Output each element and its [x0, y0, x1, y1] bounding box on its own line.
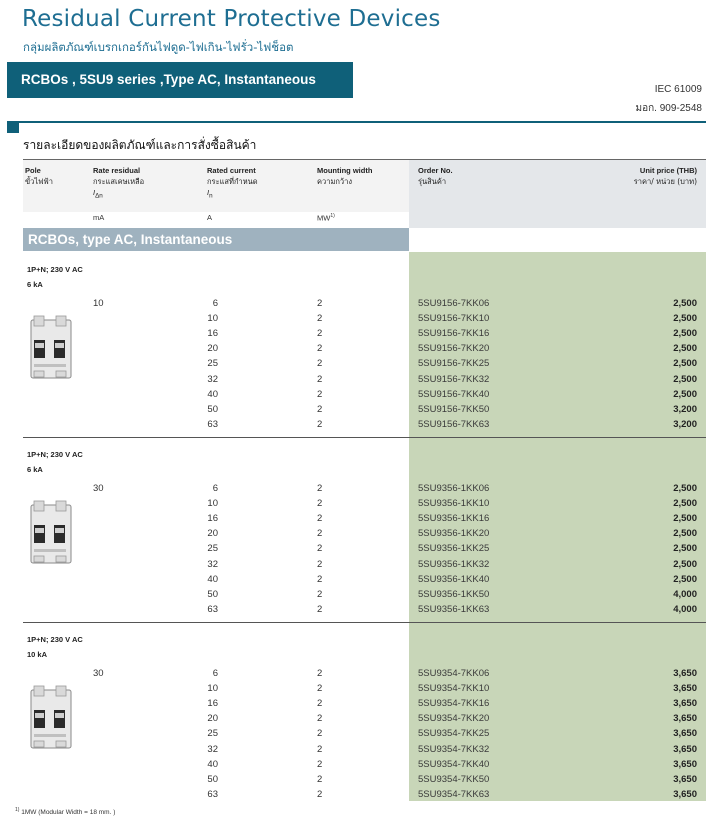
col-pole-en: Pole — [25, 166, 41, 175]
table-row — [0, 389, 710, 404]
order-number: 5SU9156-7KK50 — [418, 403, 490, 415]
rated-current: 25 — [207, 728, 218, 740]
order-number: 5SU9156-7KK25 — [418, 358, 490, 370]
col-rated-sub: n — [209, 192, 213, 200]
order-number: 5SU9354-7KK20 — [418, 713, 490, 725]
mounting-width: 2 — [317, 788, 323, 800]
mounting-width: 2 — [317, 358, 323, 370]
rated-current: 50 — [207, 773, 218, 785]
rated-current: 10 — [207, 313, 218, 325]
table-row — [0, 528, 710, 543]
group-residual: 30 — [93, 668, 104, 679]
order-number: 5SU9156-7KK63 — [418, 418, 490, 430]
rated-current: 20 — [207, 713, 218, 725]
order-number: 5SU9354-7KK06 — [418, 668, 490, 679]
mounting-width: 2 — [317, 328, 323, 340]
unit-price: 2,500 — [673, 513, 697, 525]
rated-current: 16 — [207, 328, 218, 340]
rated-current: 40 — [207, 573, 218, 585]
unit-price: 3,200 — [673, 403, 697, 415]
col-header-mw — [317, 165, 372, 187]
category-band: RCBOs, type AC, Instantaneous — [23, 228, 409, 251]
page-title: Residual Current Protective Devices — [22, 6, 441, 32]
series-banner: RCBOs , 5SU9 series ,Type AC, Instantaneous — [7, 62, 353, 98]
table-row — [0, 574, 710, 589]
order-number: 5SU9354-7KK32 — [418, 743, 490, 755]
col-residual-symbol: I — [93, 188, 96, 197]
order-number: 5SU9156-7KK06 — [418, 298, 490, 309]
order-number: 5SU9356-1KK20 — [418, 528, 490, 540]
unit-price: 2,500 — [673, 313, 697, 325]
unit-price: 2,500 — [673, 373, 697, 385]
unit-price: 3,650 — [673, 668, 697, 679]
rated-current: 50 — [207, 588, 218, 600]
col-rated-symbol: I — [207, 188, 210, 197]
order-number: 5SU9156-7KK32 — [418, 373, 490, 385]
unit-price: 2,500 — [673, 328, 697, 340]
order-number: 5SU9356-1KK50 — [418, 588, 490, 600]
mounting-width: 2 — [317, 573, 323, 585]
rated-current: 6 — [212, 483, 218, 494]
rated-current: 10 — [207, 683, 218, 695]
mounting-width: 2 — [317, 418, 323, 430]
standard-iec: IEC 61009 — [654, 84, 702, 95]
mounting-width: 2 — [317, 498, 323, 510]
table-row — [0, 683, 710, 698]
group-pole: 1P+N; 230 V AC — [27, 265, 83, 274]
order-number: 5SU9356-1KK10 — [418, 498, 490, 510]
order-number: 5SU9156-7KK16 — [418, 328, 490, 340]
mounting-width: 2 — [317, 543, 323, 555]
table-row — [0, 604, 710, 619]
mounting-width: 2 — [317, 313, 323, 325]
order-number: 5SU9354-7KK16 — [418, 698, 490, 710]
col-header-rated — [207, 165, 258, 202]
rated-current: 63 — [207, 418, 218, 430]
unit-price: 4,000 — [673, 603, 697, 615]
table-row — [0, 498, 710, 513]
mounting-width: 2 — [317, 773, 323, 785]
mounting-width: 2 — [317, 373, 323, 385]
table-row — [0, 589, 710, 604]
table-row — [0, 774, 710, 789]
mounting-width: 2 — [317, 343, 323, 355]
col-header-residual — [93, 165, 144, 202]
col-order-en: Order No. — [418, 166, 453, 175]
group-capacity: 10 kA — [27, 650, 48, 659]
col-pole-th: ขั้วไฟฟ้า — [25, 177, 53, 186]
unit-price: 2,500 — [673, 298, 697, 309]
footnote — [15, 807, 115, 816]
unit-price: 3,650 — [673, 728, 697, 740]
col-mw-th: ความกว้าง — [317, 177, 353, 186]
unit-price: 3,650 — [673, 743, 697, 755]
table-row — [0, 419, 710, 434]
table-row — [0, 713, 710, 728]
mounting-width: 2 — [317, 698, 323, 710]
unit-price: 2,500 — [673, 543, 697, 555]
table-row — [0, 404, 710, 419]
table-row — [0, 759, 710, 774]
rated-current: 10 — [207, 498, 218, 510]
order-number: 5SU9354-7KK63 — [418, 788, 490, 800]
unit-mw-text: MW — [317, 213, 331, 223]
order-number: 5SU9354-7KK25 — [418, 728, 490, 740]
footnote-text: 1MW (Modular Width = 18 mm. ) — [21, 809, 116, 817]
unit-residual: mA — [93, 213, 105, 222]
table-row — [0, 374, 710, 389]
col-header-order — [418, 165, 453, 187]
col-mw-en: Mounting width — [317, 166, 373, 175]
rated-current: 25 — [207, 358, 218, 370]
rated-current: 63 — [207, 788, 218, 800]
col-header-price — [634, 165, 697, 187]
rated-current: 32 — [207, 743, 218, 755]
col-header-pole — [25, 165, 53, 187]
order-number: 5SU9356-1KK63 — [418, 603, 490, 615]
col-residual-en: Rate residual — [93, 166, 141, 175]
unit-price: 3,650 — [673, 773, 697, 785]
group-residual: 30 — [93, 483, 104, 494]
rated-current: 50 — [207, 403, 218, 415]
table-header-rule — [23, 159, 706, 160]
order-number: 5SU9356-1KK06 — [418, 483, 490, 494]
mounting-width: 2 — [317, 388, 323, 400]
order-number: 5SU9354-7KK50 — [418, 773, 490, 785]
col-residual-sub: Δn — [95, 192, 103, 200]
group-label — [27, 262, 83, 292]
unit-price: 2,500 — [673, 388, 697, 400]
mounting-width: 2 — [317, 713, 323, 725]
mounting-width: 2 — [317, 528, 323, 540]
order-number: 5SU9356-1KK25 — [418, 543, 490, 555]
col-price-en: Unit price (THB) — [639, 166, 697, 175]
mounting-width: 2 — [317, 483, 323, 494]
unit-mw — [317, 213, 335, 223]
section-marker — [7, 123, 19, 133]
mounting-width: 2 — [317, 588, 323, 600]
top-divider — [7, 121, 706, 123]
group-residual: 10 — [93, 298, 104, 309]
rated-current: 40 — [207, 758, 218, 770]
order-number: 5SU9356-1KK32 — [418, 558, 490, 570]
unit-price: 3,650 — [673, 713, 697, 725]
table-row — [0, 513, 710, 528]
group-pole: 1P+N; 230 V AC — [27, 635, 83, 644]
group-capacity: 6 kA — [27, 280, 43, 289]
mounting-width: 2 — [317, 743, 323, 755]
table-row — [0, 343, 710, 358]
table-row — [0, 744, 710, 759]
rated-current: 25 — [207, 543, 218, 555]
col-rated-en: Rated current — [207, 166, 256, 175]
order-number: 5SU9356-1KK40 — [418, 573, 490, 585]
table-row — [0, 358, 710, 373]
unit-rated: A — [207, 213, 213, 222]
table-row — [0, 668, 710, 683]
unit-price: 2,500 — [673, 343, 697, 355]
unit-price: 4,000 — [673, 588, 697, 600]
unit-price: 2,500 — [673, 528, 697, 540]
table-row — [0, 789, 710, 804]
table-row — [0, 559, 710, 574]
rated-current: 20 — [207, 528, 218, 540]
table-row — [0, 328, 710, 343]
col-rated-th: กระแสที่กำหนด — [207, 177, 258, 186]
group-divider — [23, 622, 706, 623]
unit-price: 3,650 — [673, 683, 697, 695]
rated-current: 63 — [207, 603, 218, 615]
unit-price: 2,500 — [673, 573, 697, 585]
order-number: 5SU9354-7KK10 — [418, 683, 490, 695]
unit-price: 3,200 — [673, 418, 697, 430]
table-row — [0, 698, 710, 713]
mounting-width: 2 — [317, 298, 323, 309]
standard-tis: มอก. 909-2548 — [635, 103, 702, 114]
mounting-width: 2 — [317, 403, 323, 415]
mounting-width: 2 — [317, 728, 323, 740]
unit-price: 3,650 — [673, 788, 697, 800]
order-number: 5SU9156-7KK10 — [418, 313, 490, 325]
table-row — [0, 728, 710, 743]
unit-price: 3,650 — [673, 758, 697, 770]
table-row — [0, 543, 710, 558]
order-number: 5SU9356-1KK16 — [418, 513, 490, 525]
col-residual-th: กระแสเคษเหลือ — [93, 177, 145, 186]
table-row — [0, 313, 710, 328]
section-heading: รายละเอียดของผลิตภัณฑ์และการสั่งซื้อสินค้า — [23, 138, 257, 152]
unit-price: 2,500 — [673, 358, 697, 370]
group-divider — [23, 437, 706, 438]
rated-current: 6 — [212, 298, 218, 309]
col-price-th: ราคา/ หน่วย (บาท) — [633, 177, 697, 186]
rated-current: 6 — [212, 668, 218, 679]
unit-price: 3,650 — [673, 698, 697, 710]
order-number: 5SU9156-7KK40 — [418, 388, 490, 400]
unit-price: 2,500 — [673, 558, 697, 570]
group-label — [27, 447, 83, 477]
group-pole: 1P+N; 230 V AC — [27, 450, 83, 459]
group-capacity: 6 kA — [27, 465, 43, 474]
mounting-width: 2 — [317, 558, 323, 570]
order-number: 5SU9354-7KK40 — [418, 758, 490, 770]
table-row — [0, 483, 710, 498]
table-row — [0, 298, 710, 313]
mounting-width: 2 — [317, 758, 323, 770]
unit-mw-footnote-mark: 1) — [330, 213, 335, 219]
rated-current: 20 — [207, 343, 218, 355]
col-order-th: รุ่นสินค้า — [418, 177, 447, 186]
footnote-mark: 1) — [15, 807, 20, 813]
rated-current: 16 — [207, 698, 218, 710]
unit-price: 2,500 — [673, 483, 697, 494]
order-number: 5SU9156-7KK20 — [418, 343, 490, 355]
rated-current: 16 — [207, 513, 218, 525]
rated-current: 32 — [207, 373, 218, 385]
mounting-width: 2 — [317, 668, 323, 679]
rated-current: 32 — [207, 558, 218, 570]
rated-current: 40 — [207, 388, 218, 400]
unit-price: 2,500 — [673, 498, 697, 510]
mounting-width: 2 — [317, 683, 323, 695]
mounting-width: 2 — [317, 603, 323, 615]
group-label — [27, 632, 83, 662]
mounting-width: 2 — [317, 513, 323, 525]
page-subtitle: กลุ่มผลิตภัณฑ์เบรกเกอร์กันไฟดูด-ไฟเกิน-ไฟรั่ว-ไฟช็อต — [23, 40, 294, 54]
